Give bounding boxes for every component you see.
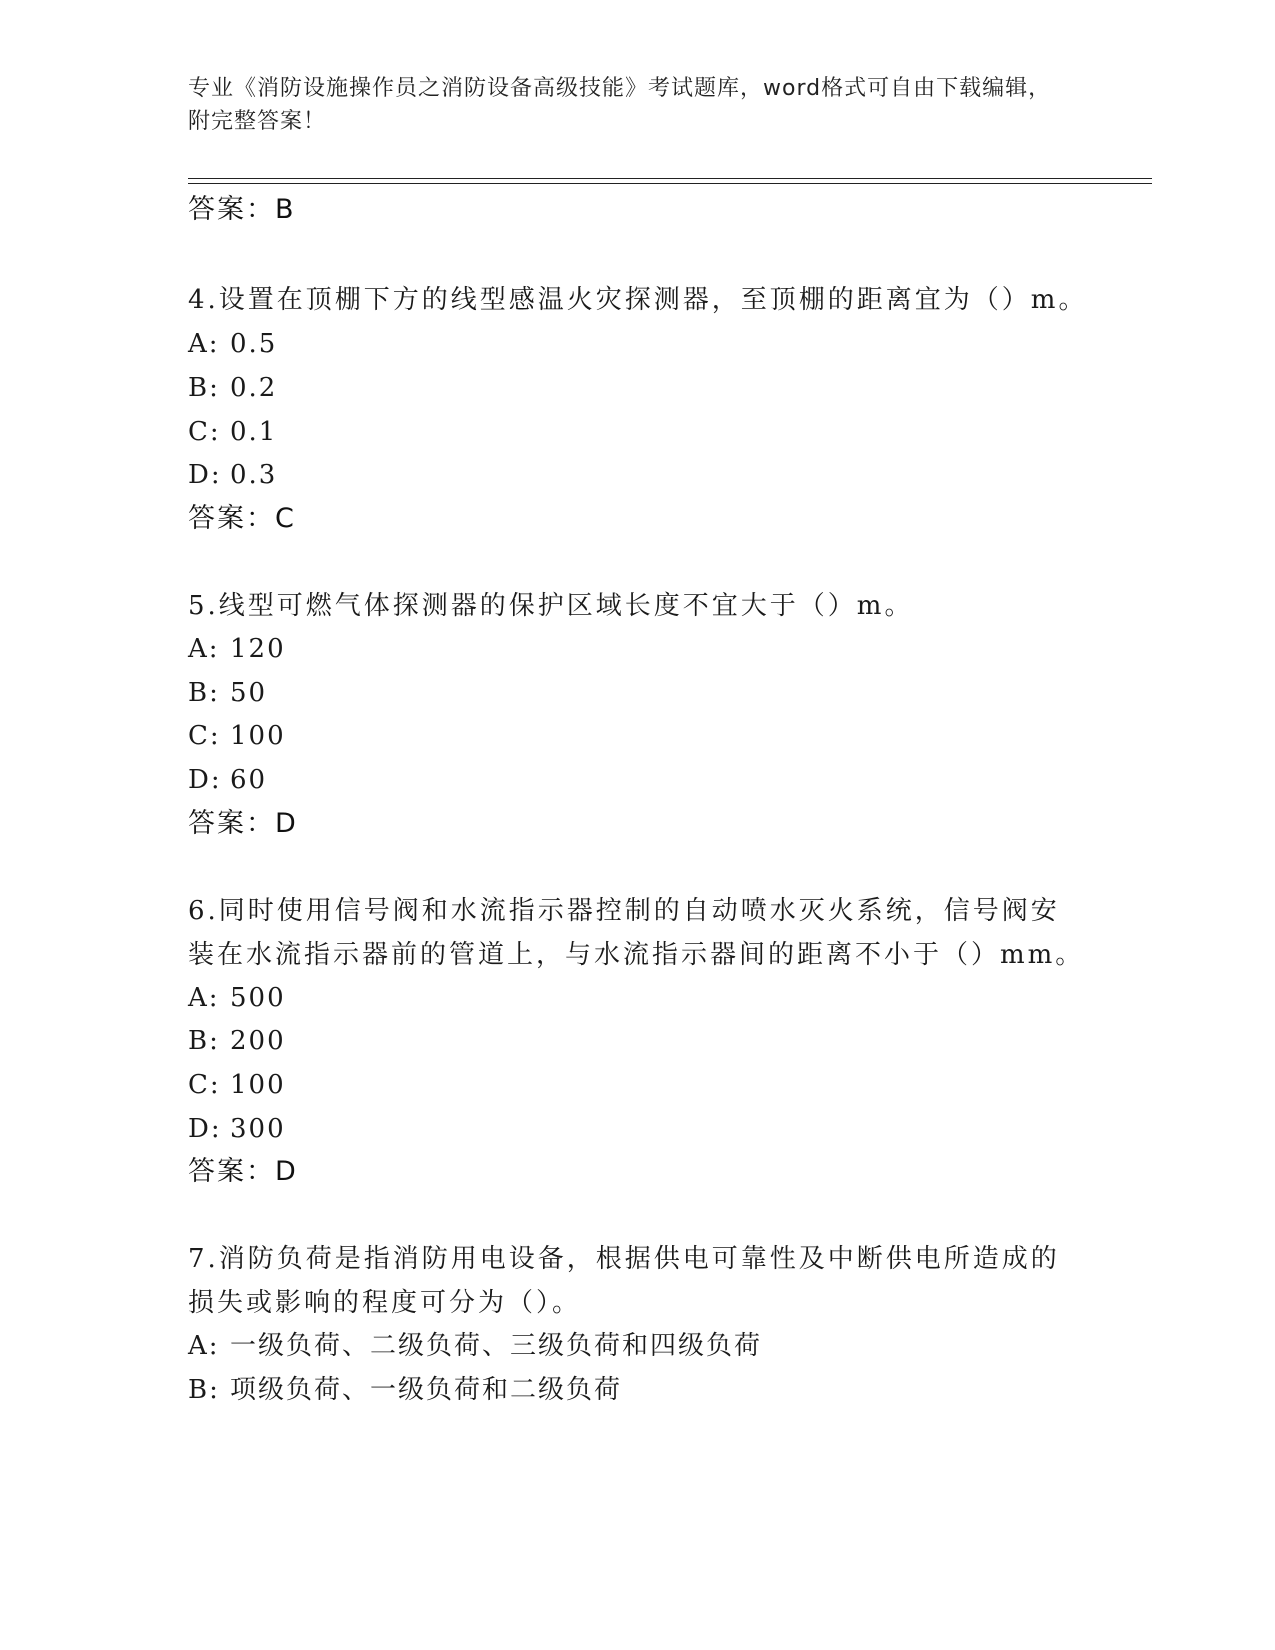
- question-5-answer: 答案：D: [188, 808, 298, 839]
- question-5-option-b: B: 50: [188, 678, 268, 708]
- question-4-option-d: D: 0.3: [188, 460, 278, 490]
- question-7-option-a: A: 一级负荷、二级负荷、三级负荷和四级负荷: [188, 1331, 763, 1361]
- question-6-text-line-1: 6.同时使用信号阀和水流指示器控制的自动喷水灭火系统，信号阀安: [188, 896, 1060, 926]
- answer-prev: 答案：B: [188, 194, 296, 225]
- question-5-option-c: C: 100: [188, 721, 286, 751]
- document-header: 专业《消防设施操作员之消防设备高级技能》考试题库，word格式可自由下载编辑，附完整答案！: [188, 76, 1052, 134]
- question-4-answer: 答案：C: [188, 503, 296, 534]
- question-6-option-c: C: 100: [188, 1070, 286, 1100]
- question-4-text: 4.设置在顶棚下方的线型感温火灾探测器，至顶棚的距离宜为（）m。: [188, 285, 1088, 315]
- question-6-option-a: A: 500: [188, 983, 286, 1013]
- question-5-option-d: D: 60: [188, 765, 268, 795]
- question-7-option-b: B: 项级负荷、一级负荷和二级负荷: [188, 1375, 623, 1405]
- question-4-option-c: C: 0.1: [188, 417, 278, 447]
- question-7-text-line-2: 损失或影响的程度可分为（）。: [188, 1288, 582, 1318]
- header-rule-bottom: [188, 183, 1152, 184]
- header-rule-top: [188, 178, 1152, 179]
- question-6-option-d: D: 300: [188, 1114, 286, 1144]
- question-5-text: 5.线型可燃气体探测器的保护区域长度不宜大于（）m。: [188, 591, 914, 621]
- question-6-option-b: B: 200: [188, 1026, 286, 1056]
- question-6-text-line-2: 装在水流指示器前的管道上，与水流指示器间的距离不小于（）mm。: [188, 940, 1085, 970]
- question-5-option-a: A: 120: [188, 634, 286, 664]
- question-4-option-a: A: 0.5: [188, 329, 278, 359]
- question-6-answer: 答案：D: [188, 1156, 298, 1187]
- question-4-option-b: B: 0.2: [188, 373, 278, 403]
- question-7-text-line-1: 7.消防负荷是指消防用电设备，根据供电可靠性及中断供电所造成的: [188, 1244, 1060, 1274]
